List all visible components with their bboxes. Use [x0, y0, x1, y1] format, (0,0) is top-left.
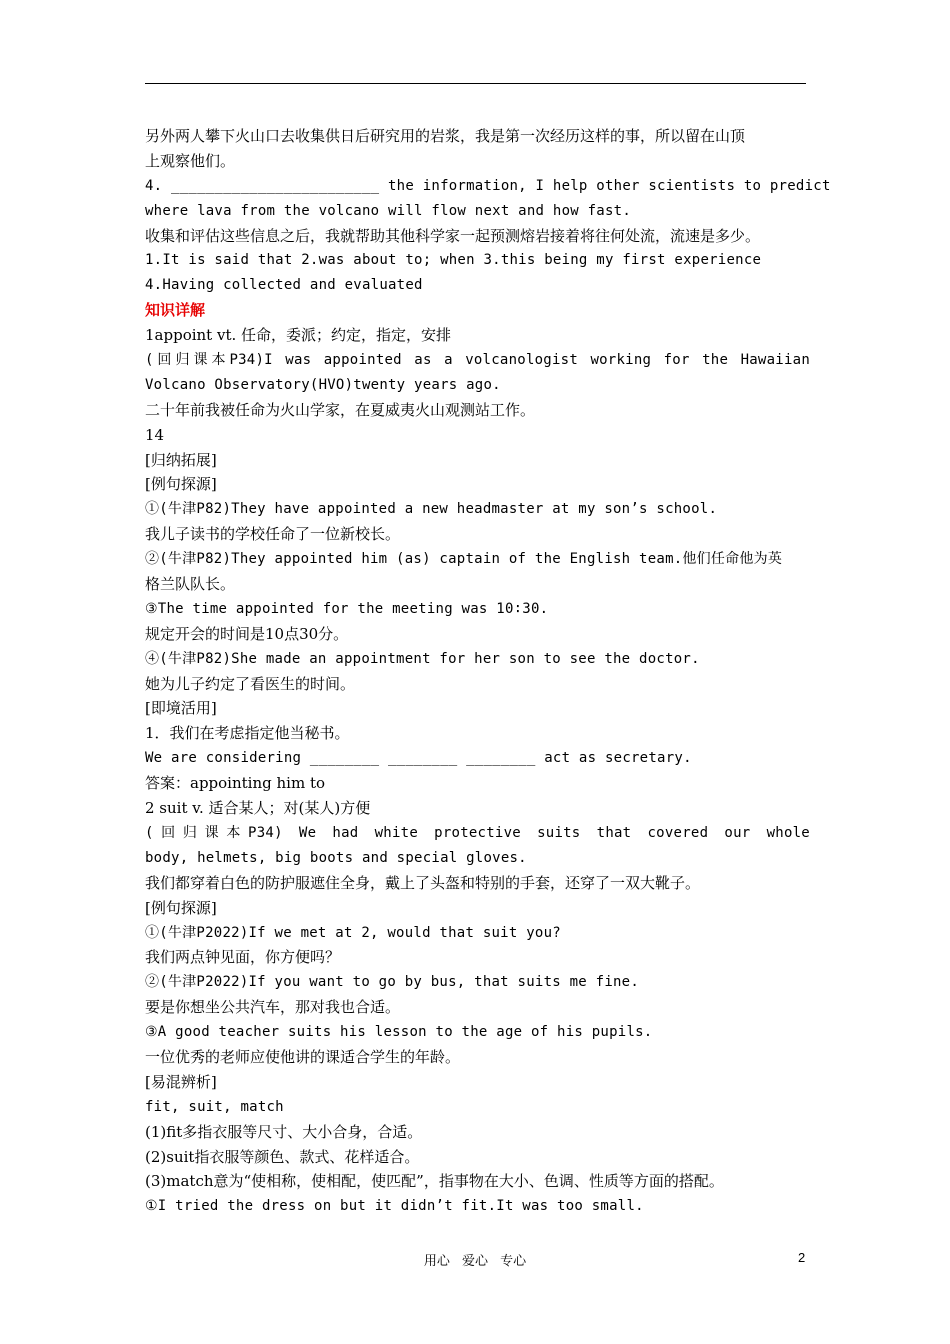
text-line: 14 [145, 425, 165, 444]
example-line: ①(牛津P2022)If we met at 2, would that suit you? [145, 924, 561, 941]
example-line: ①I tried the dress on but it didn’t fit.It was too small. [145, 1198, 644, 1215]
footer-motto: 用心 爱心 专心 [423, 1254, 527, 1269]
text-line: 一位优秀的老师应使他讲的课适合学生的年龄。 [145, 1047, 461, 1066]
exercise-blank-line: We are considering ________ ________ ________ act as secretary. [145, 750, 692, 767]
text-line: (1)fit多指衣服等尺寸、大小合身，合适。 [145, 1122, 423, 1141]
subsection-label: [即境活用] [145, 699, 217, 718]
example-line: ③A good teacher suits his lesson to the age of his pupils. [145, 1024, 653, 1041]
text-line: 我们都穿着白色的防护服遮住全身，戴上了头盔和特别的手套，还穿了一双大靴子。 [145, 873, 701, 892]
example-line: ④(牛津P82)She made an appointment for her son to see the doctor. [145, 650, 700, 667]
text-line: (2)suit指衣服等颜色、款式、花样适合。 [145, 1147, 420, 1166]
text-line: 她为儿子约定了看医生的时间。 [145, 674, 356, 693]
example-line: ③The time appointed for the meeting was 10∶30. [145, 600, 549, 617]
subsection-label: [归纳拓展] [145, 450, 217, 469]
page-footer [0, 1250, 950, 1270]
text-line: 4. ________________________ the information, I help other scientists to predict [145, 177, 831, 194]
header-rule [145, 83, 806, 84]
page-number: 2 [798, 1250, 806, 1265]
text-line: fit, suit, match [145, 1098, 284, 1115]
text-line: 格兰队队长。 [145, 575, 236, 594]
answer-line: 1.It is said that 2.was about to; when 3.this being my first experience [145, 252, 762, 269]
text-line: where lava from the volcano will flow next and how fast. [145, 202, 632, 219]
exercise-question: 1．我们在考虑指定他当秘书。 [145, 724, 350, 743]
text-line: 我们两点钟见面，你方便吗？ [145, 948, 341, 967]
subsection-label: [易混辨析] [145, 1072, 217, 1091]
text-line: 我儿子读书的学校任命了一位新校长。 [145, 525, 401, 544]
subsection-label: [例句探源] [145, 898, 217, 917]
text-line: 另外两人攀下火山口去收集供日后研究用的岩浆，我是第一次经历这样的事，所以留在山顶 [145, 127, 746, 145]
vocab-entry: 1appoint vt. 任命，委派；约定，指定，安排 [145, 326, 452, 345]
text-line: (回归课本P34)I was appointed as a volcanologist working for the Hawaiian [145, 352, 810, 369]
text-line: 二十年前我被任命为火山学家，在夏威夷火山观测站工作。 [145, 400, 536, 419]
subsection-label: [例句探源] [145, 475, 217, 494]
text-line: (3)match意为“使相称，使相配，使匹配”，指事物在大小、色调、性质等方面的搭配。 [145, 1172, 724, 1191]
example-line: ①(牛津P82)They have appointed a new headmaster at my son’s school. [145, 501, 718, 518]
example-line: ②(牛津P2022)If you want to go by bus, that suits me fine. [145, 974, 640, 991]
text-line: 要是你想坐公共汽车，那对我也合适。 [145, 998, 401, 1017]
text-line: 收集和评估这些信息之后，我就帮助其他科学家一起预测熔岩接着将往何处流，流速是多少。 [145, 226, 761, 245]
text-line: (回归课本P34) We had white protective suits that covered our whole [145, 824, 810, 841]
text-line: body, helmets, big boots and special gloves. [145, 849, 527, 866]
section-heading: 知识详解 [145, 301, 206, 320]
example-line: ②(牛津P82)They appointed him (as) captain of the English team.他们任命他为英 [145, 551, 783, 568]
text-line: 上观察他们。 [145, 151, 236, 170]
text-line: 规定开会的时间是10点30分。 [145, 624, 349, 643]
text-line: Volcano Observatory(HVO)twenty years ago. [145, 376, 501, 393]
answer-line: 4.Having collected and evaluated [145, 277, 423, 294]
answer-line: 答案：appointing him to [145, 774, 326, 793]
vocab-entry: 2 suit v. 适合某人；对(某人)方便 [145, 799, 371, 818]
document-body [145, 124, 831, 1219]
